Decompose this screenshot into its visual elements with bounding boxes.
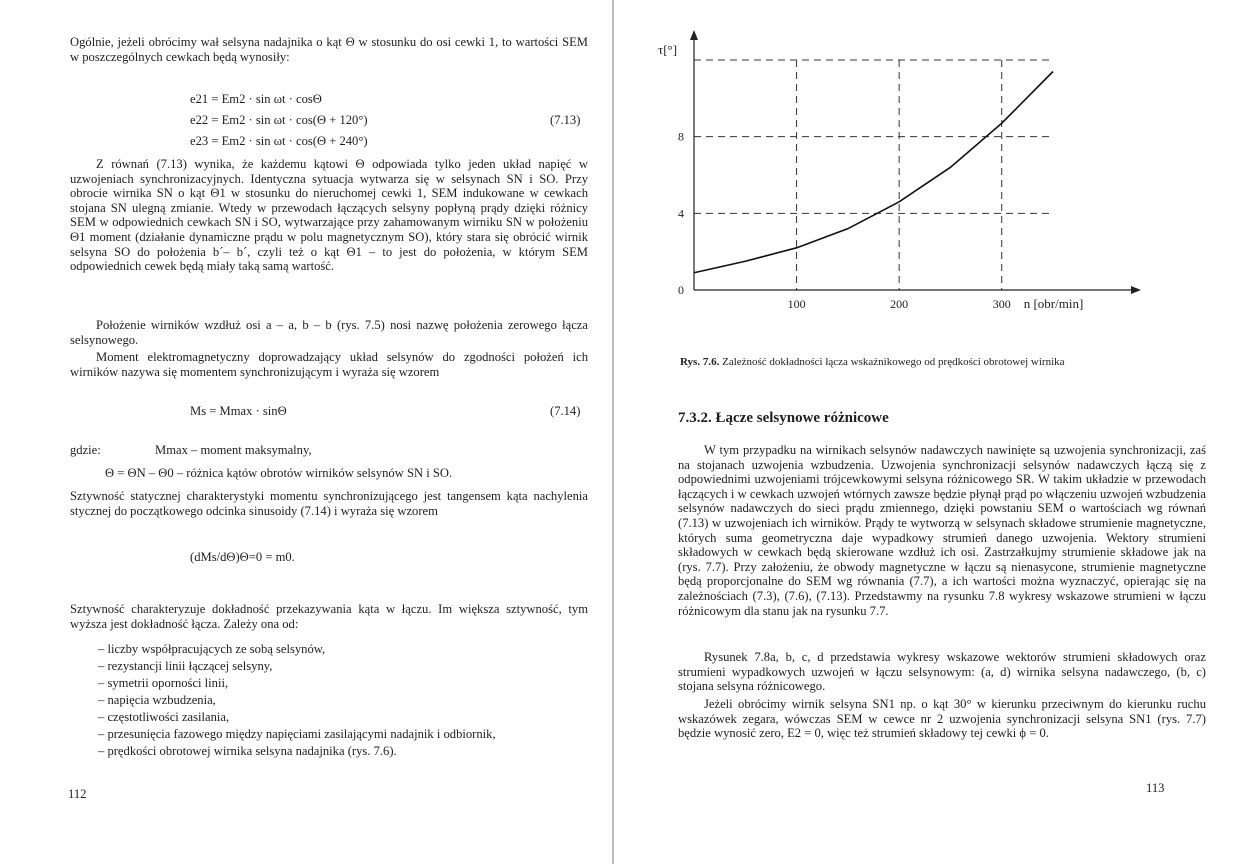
right-para-1: W tym przypadku na wirnikach selsynów nadawczych nawinięte są uzwojenia synchronizacji, zaś na stojanach uzwojenia wzbudzenia. Uzwojenia synchronizacji selsynów nadawczych łączą się z odpowiednimi uzwojeniami trójcewkowymi selsyna różnicowego SR. W takim układzie w przewodach łączących i w cewkach uzwojeń wtórnych zawsze będzie płynął prąd po włączeniu uzwojeń wzbudzenia selsynów nadawczych do sieci prądu zmiennego, dzięki powstaniu SEM o wartościach wg równań (7.13) w uzwojeniach ich wirników. Prądy te wytworzą w selsynach składowe strumienie magnetyczne, których suma geometryczna daje wypadkowy strumień danego uzwojenia. Wektory strumieni składowych w cewkach będą skierowane wzdłuż ich osi. Zastrzałkujmy strumienie składowe jak na (rys. 7.7). Przy założeniu, że obwody magnetyczne w łączu są nienasycone, strumienie magnetyczne będą proporcjonalne do SEM wg równania (7.7), a ich wartości można wyznaczyć, opierając się na zależnościach (7.3), (7.6), (7.13). Przedstawmy na rysunku 7.8 wykresy wskazowe strumieni w łączu różnicowym dla stanu jak na rysunku 7.7.	[678, 443, 1206, 618]
eq-stiffness: (dMs/dΘ)Θ=0 = m0.	[190, 550, 295, 564]
left-para-4: Moment elektromagnetyczny doprowadzający układ selsynów do zgodności położeń ich wirników nazywa się momentem synchronizującym i wyraża się wzorem	[70, 350, 588, 379]
eq-e23: e23 = Em2 · sin ωt · cos(Θ + 240°)	[190, 134, 368, 148]
right-para-3: Jeżeli obrócimy wirnik selsyna SN1 np. o kąt 30° w kierunku przeciwnym do kierunku ruchu wskazówek zegara, wówczas SEM w cewce nr 2 uzwojenia synchronizacji selsyna SN1 (rys. 7.7) będzie wynosić zero, E2 = 0, więc też strumień składowy tej cewki ϕ = 0.	[678, 697, 1206, 741]
accuracy-speed-chart	[654, 30, 1194, 330]
list-item: – symetrii oporności linii,	[98, 676, 229, 690]
page-number-left: 112	[68, 787, 87, 801]
y-tick-label: 8	[678, 129, 684, 144]
left-para-5: Sztywność statycznej charakterystyki momentu synchronizującego jest tangensem kąta nachylenia stycznej do początkowego odcinka sinusoidy (7.14) i wyraża się wzorem	[70, 489, 588, 518]
list-item: – napięcia wzbudzenia,	[98, 693, 216, 707]
y-axis-arrow	[690, 30, 698, 40]
x-tick-label: 300	[992, 297, 1011, 311]
eq-number-7-13: (7.13)	[550, 113, 581, 127]
page-number-right: 113	[1146, 781, 1165, 795]
list-item: – liczby współpracujących ze sobą selsynów,	[98, 642, 326, 656]
figure-caption-text: Zależność dokładności łącza wskaźnikowego od prędkości obrotowej wirnika	[722, 356, 1065, 368]
y-axis-label: τ[°]	[658, 42, 678, 57]
where-label: gdzie:	[70, 443, 101, 457]
figure-caption-label: Rys. 7.6.	[680, 356, 720, 368]
list-item: – przesunięcia fazowego między napięciami zasilającymi nadajnik i odbiornik,	[98, 727, 496, 741]
list-item: – częstotliwości zasilania,	[98, 710, 230, 724]
eq-number-7-14: (7.14)	[550, 404, 581, 418]
eq-7-14: Ms = Mmax · sinΘ	[190, 404, 287, 418]
y-tick-label: 0	[678, 283, 684, 297]
figure-caption	[680, 356, 1065, 368]
def-theta: Θ = ΘN – Θ0 – różnica kątów obrotów wirników selsynów SN i SO.	[105, 466, 453, 480]
list-item: – prędkości obrotowej wirnika selsyna nadajnika (rys. 7.6).	[98, 744, 397, 758]
eq-e21: e21 = Em2 · sin ωt · cosΘ	[190, 92, 322, 106]
x-tick-label: 100	[787, 297, 806, 311]
def-mmax: Mmax – moment maksymalny,	[155, 443, 312, 457]
left-para-3: Położenie wirników wzdłuż osi a – a, b – b (rys. 7.5) nosi nazwę położenia zerowego łącza selsynowego.	[70, 318, 588, 347]
right-para-2: Rysunek 7.8a, b, c, d przedstawia wykresy wskazowe wektorów strumieni składowych oraz strumieni wypadkowych uzwojeń w łączu selsynowym: (a, d) wirnika selsyna nadawczego, (b, c) stojana selsyna różnicowego.	[678, 650, 1206, 694]
list-item: – rezystancji linii łączącej selsyny,	[98, 659, 273, 673]
series-line	[694, 72, 1053, 273]
y-tick-label: 4	[678, 206, 684, 221]
eq-e22: e22 = Em2 · sin ωt · cos(Θ + 120°)	[190, 113, 368, 127]
x-tick-label: 200	[890, 297, 909, 311]
x-axis-label: n [obr/min]	[1023, 296, 1084, 311]
left-page	[0, 0, 612, 864]
left-para-2: Z równań (7.13) wynika, że każdemu kątowi Θ odpowiada tylko jeden układ napięć w uzwojeniach synchronizacyjnych. Identyczna sytuacja wytwarza się w selsynach SN i SO. Przy obrocie wirnika SN o kąt Θ1 w stosunku do nieruchomej cewki 1, SEM indukowane w cewkach stojana SN ulegną zmianie. Wtedy w przewodach łączących selsyny popłyną prądy dzięki różnicy SEM w odpowiednich cewkach SN i SO, wytwarzające przy zahamowanym wirniku SN w położeniu Θ1 moment (działanie dynamiczne prądu w polu magnetycznym SO), który stara się obrócić wirnik selsyna SO do położenia b´– b´, czyli też o kąt Θ1 – to jest do położenia, w którym SEM odpowiednich cewek będą miały taką samą wartość.	[70, 157, 588, 274]
section-title: 7.3.2. Łącze selsynowe różnicowe	[678, 410, 889, 426]
right-page	[614, 0, 1236, 864]
x-axis-arrow	[1131, 286, 1141, 294]
left-para-1: Ogólnie, jeżeli obrócimy wał selsyna nadajnika o kąt Θ w stosunku do osi cewki 1, to wartości SEM w poszczególnych cewkach będą wynosiły:	[70, 35, 588, 64]
left-para-6: Sztywność charakteryzuje dokładność przekazywania kąta w łączu. Im większa sztywność, tym wyższa jest dokładność łącza. Zależy ona od:	[70, 602, 588, 631]
